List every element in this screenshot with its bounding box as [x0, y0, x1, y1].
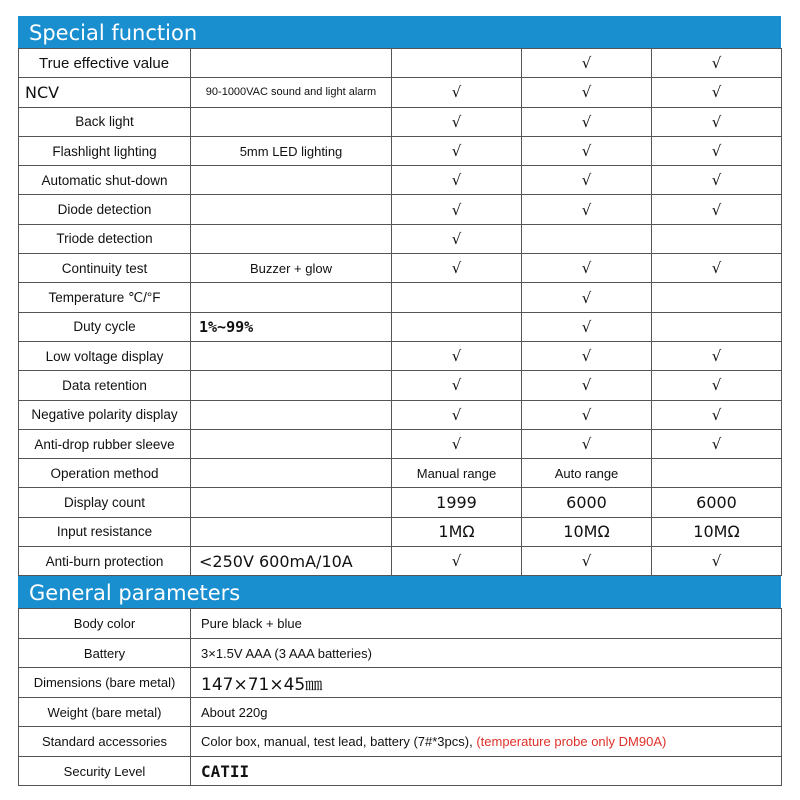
feature-label: Data retention	[19, 371, 191, 400]
model-2-value	[522, 224, 652, 253]
feature-label: Triode detection	[19, 224, 191, 253]
model-2-value: Auto range	[522, 459, 652, 488]
model-2-value: 6000	[522, 488, 652, 517]
model-3-value: √	[652, 400, 782, 429]
feature-label: Input resistance	[19, 517, 191, 546]
general-parameters-table	[18, 608, 782, 786]
parameter-value	[191, 697, 782, 727]
table-row	[19, 312, 782, 341]
model-3-value: √	[652, 136, 782, 165]
parameter-value	[191, 727, 782, 757]
table-row	[19, 341, 782, 370]
feature-note	[191, 488, 392, 517]
feature-label: Negative polarity display	[19, 400, 191, 429]
feature-label: Continuity test	[19, 254, 191, 283]
feature-label: Temperature ℃/°F	[19, 283, 191, 312]
parameter-value	[191, 668, 782, 698]
model-1-value: √	[392, 254, 522, 283]
parameter-value-text: About 220g	[201, 704, 268, 720]
model-2-value: √	[522, 195, 652, 224]
feature-note	[191, 49, 392, 78]
model-1-value: √	[392, 78, 522, 107]
model-3-value: √	[652, 78, 782, 107]
table-row	[19, 136, 782, 165]
parameter-label: Standard accessories	[19, 727, 191, 757]
feature-label: Operation method	[19, 459, 191, 488]
table-row	[19, 400, 782, 429]
model-3-value: √	[652, 195, 782, 224]
model-2-value: √	[522, 312, 652, 341]
feature-note	[191, 341, 392, 370]
special-function-table	[18, 48, 782, 576]
feature-note: 90-1000VAC sound and light alarm	[191, 78, 392, 107]
model-3-value: 6000	[652, 488, 782, 517]
model-2-value: 10MΩ	[522, 517, 652, 546]
parameter-value-text: Pure black + blue	[201, 616, 302, 632]
spec-sheet	[18, 16, 781, 786]
table-row	[19, 254, 782, 283]
parameter-value	[191, 638, 782, 668]
table-row	[19, 756, 782, 786]
model-1-value: 1999	[392, 488, 522, 517]
table-row	[19, 638, 782, 668]
parameter-value-text: 3×1.5V AAA (3 AAA batteries)	[201, 645, 372, 661]
feature-note	[191, 224, 392, 253]
table-row	[19, 697, 782, 727]
model-3-value: √	[652, 547, 782, 576]
model-1-value: √	[392, 341, 522, 370]
table-row	[19, 283, 782, 312]
feature-note	[191, 517, 392, 546]
feature-note	[191, 195, 392, 224]
model-1-value: √	[392, 371, 522, 400]
model-2-value: √	[522, 136, 652, 165]
parameter-label: Weight (bare metal)	[19, 697, 191, 727]
table-row	[19, 488, 782, 517]
table-row	[19, 371, 782, 400]
model-3-value: √	[652, 371, 782, 400]
parameter-value	[191, 609, 782, 639]
parameter-note-red: (temperature probe only DM90A)	[476, 734, 667, 750]
feature-label: NCV	[19, 78, 191, 107]
parameter-value	[191, 756, 782, 786]
feature-note	[191, 429, 392, 458]
model-1-value: √	[392, 429, 522, 458]
model-1-value	[392, 312, 522, 341]
feature-label: Automatic shut-down	[19, 166, 191, 195]
model-2-value: √	[522, 107, 652, 136]
feature-note: 5mm LED lighting	[191, 136, 392, 165]
feature-label: Diode detection	[19, 195, 191, 224]
parameter-label: Dimensions (bare metal)	[19, 668, 191, 698]
table-row	[19, 78, 782, 107]
feature-label: Anti-burn protection	[19, 547, 191, 576]
model-1-value	[392, 283, 522, 312]
table-row	[19, 547, 782, 576]
table-row	[19, 517, 782, 546]
feature-note	[191, 400, 392, 429]
feature-note	[191, 107, 392, 136]
feature-note: 1%~99%	[191, 312, 392, 341]
table-row	[19, 668, 782, 698]
feature-note	[191, 371, 392, 400]
parameter-label: Security Level	[19, 756, 191, 786]
model-1-value: √	[392, 136, 522, 165]
model-3-value	[652, 459, 782, 488]
parameter-label: Battery	[19, 638, 191, 668]
model-3-value	[652, 283, 782, 312]
feature-note: <250V 600mA/10A	[191, 547, 392, 576]
feature-label: Flashlight lighting	[19, 136, 191, 165]
parameter-value-text: Color box, manual, test lead, battery (7#*3pcs),	[201, 734, 477, 750]
table-row	[19, 429, 782, 458]
model-3-value: 10MΩ	[652, 517, 782, 546]
feature-note	[191, 166, 392, 195]
model-1-value: √	[392, 107, 522, 136]
table-row	[19, 195, 782, 224]
model-1-value: √	[392, 195, 522, 224]
feature-label: Back light	[19, 107, 191, 136]
parameter-value-text: CATII	[201, 761, 250, 781]
model-2-value: √	[522, 341, 652, 370]
model-2-value: √	[522, 429, 652, 458]
model-1-value: 1MΩ	[392, 517, 522, 546]
section-header-general: General parameters	[18, 576, 781, 608]
table-row	[19, 609, 782, 639]
feature-note: Buzzer + glow	[191, 254, 392, 283]
section-header-special: Special function	[18, 16, 781, 48]
model-3-value: √	[652, 107, 782, 136]
model-3-value: √	[652, 254, 782, 283]
model-1-value: √	[392, 224, 522, 253]
model-2-value: √	[522, 371, 652, 400]
model-2-value: √	[522, 49, 652, 78]
model-3-value	[652, 224, 782, 253]
feature-label: Anti-drop rubber sleeve	[19, 429, 191, 458]
feature-label: Duty cycle	[19, 312, 191, 341]
parameter-label: Body color	[19, 609, 191, 639]
model-2-value: √	[522, 78, 652, 107]
model-3-value: √	[652, 341, 782, 370]
parameter-value-text: 147×71×45㎜	[201, 675, 323, 696]
feature-label: Low voltage display	[19, 341, 191, 370]
model-1-value	[392, 49, 522, 78]
model-1-value: √	[392, 166, 522, 195]
table-row	[19, 166, 782, 195]
model-1-value: Manual range	[392, 459, 522, 488]
model-2-value: √	[522, 400, 652, 429]
feature-label: Display count	[19, 488, 191, 517]
model-1-value: √	[392, 547, 522, 576]
model-3-value	[652, 312, 782, 341]
model-3-value: √	[652, 166, 782, 195]
model-1-value: √	[392, 400, 522, 429]
model-3-value: √	[652, 49, 782, 78]
model-2-value: √	[522, 547, 652, 576]
table-row	[19, 49, 782, 78]
table-row	[19, 224, 782, 253]
feature-note	[191, 459, 392, 488]
model-3-value: √	[652, 429, 782, 458]
model-2-value: √	[522, 254, 652, 283]
table-row	[19, 459, 782, 488]
feature-label: True effective value	[19, 49, 191, 78]
feature-note	[191, 283, 392, 312]
model-2-value: √	[522, 283, 652, 312]
table-row	[19, 727, 782, 757]
table-row	[19, 107, 782, 136]
model-2-value: √	[522, 166, 652, 195]
